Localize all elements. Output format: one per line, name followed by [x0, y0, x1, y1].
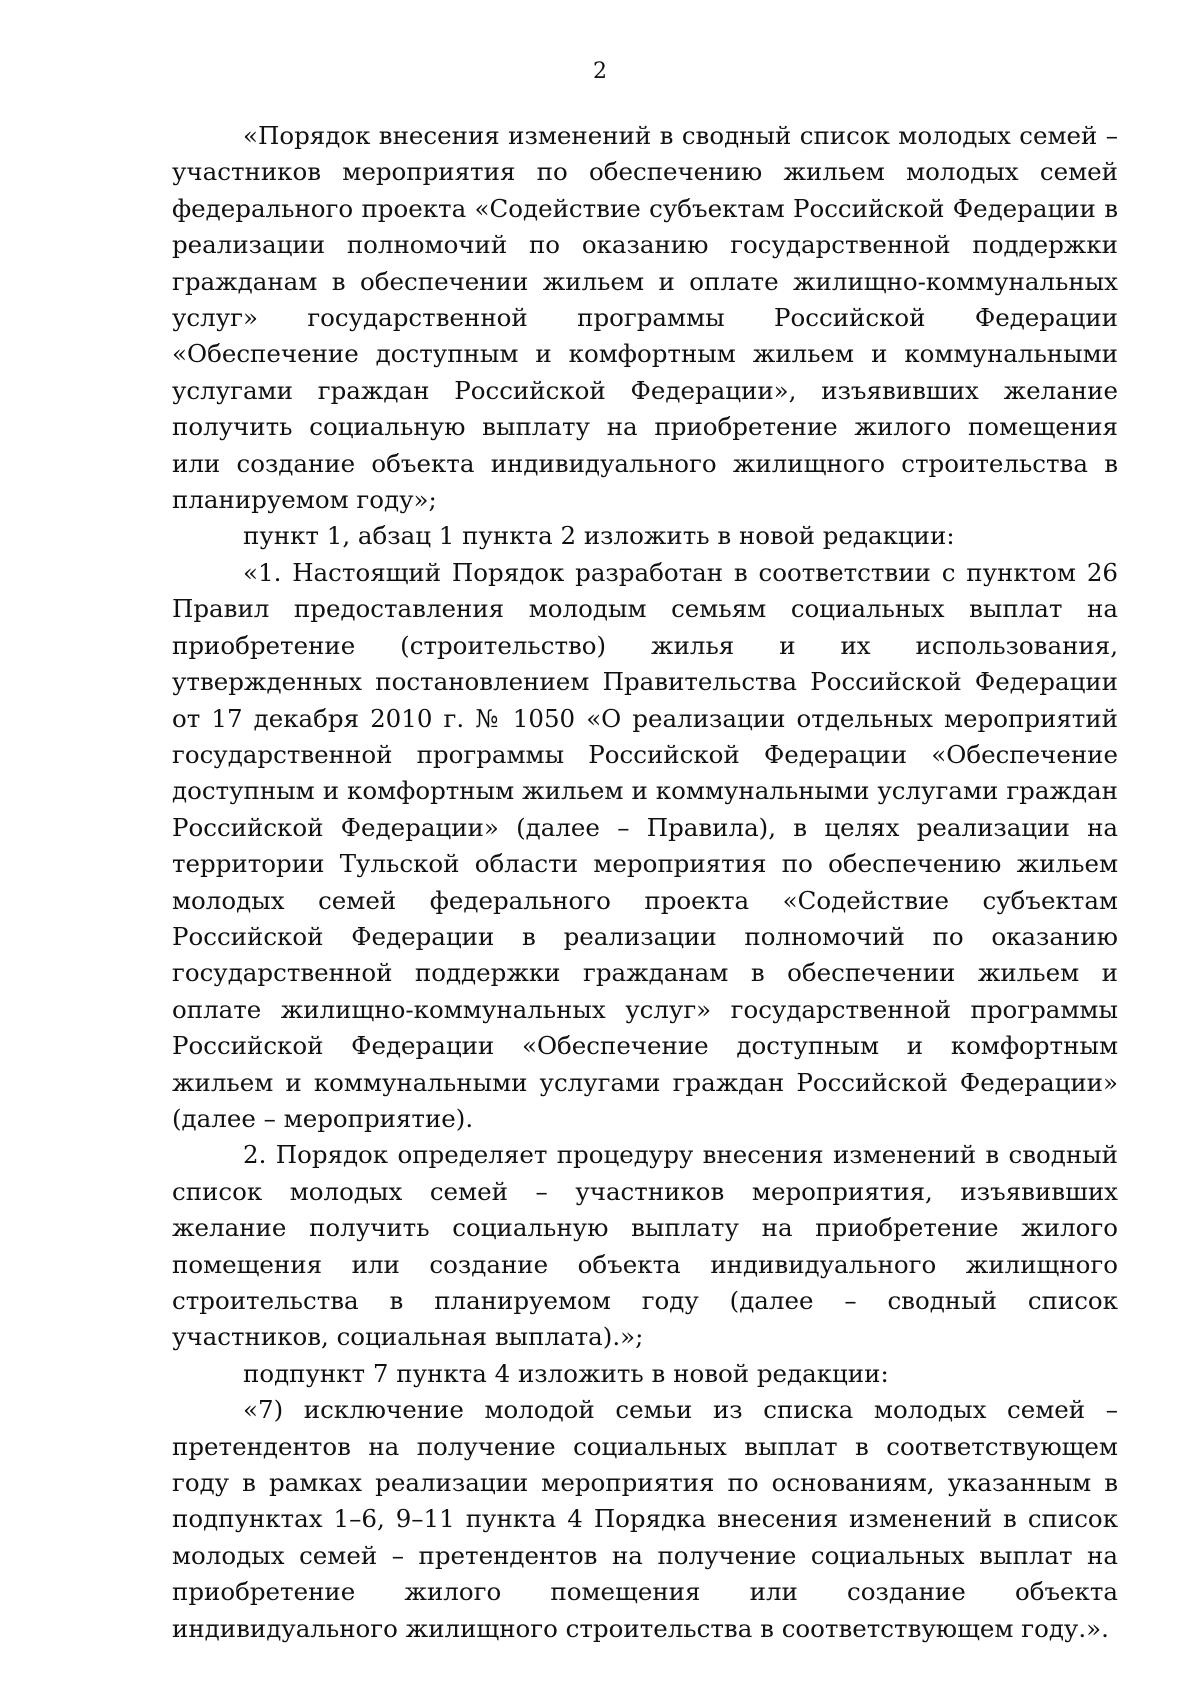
paragraph-amend-point-1: пункт 1, абзац 1 пункта 2 изложить в новой редакции:	[243, 521, 955, 551]
paragraph-amend-subpoint-7: подпункт 7 пункта 4 изложить в новой редакции:	[243, 1358, 889, 1388]
paragraph-procedure-title: «Порядок внесения изменений в сводный список молодых семей – участников мероприятия по обеспечению жильем молодых семей федерального проекта «Содействие субъектам Российской Федерации в реализации полномочий по оказанию государственной поддержки гражданам в обеспечении жильем и оплате жилищно-коммунальных услуг» государственной программы Российской Федерации «Обеспечение доступным и комфортным жильем и коммунальными услугами граждан Российской Федерации», изъявивших желание получить социальную выплату на приобретение жилого помещения или создание объекта индивидуального жилищного строительства в планируемом году»;	[172, 121, 1118, 515]
paragraph-subpoint-7: «7) исключение молодой семьи из списка молодых семей – претендентов на получение социальных выплат в соответствующем году в рамках реализации мероприятия по основаниям, указанным в подпунктах 1–6, 9–11 пункта 4 Порядка внесения изменений в список молодых семей – претендентов на получение социальных выплат на приобретение жилого помещения или создание объекта индивидуального жилищного строительства в соответствующем году.».	[172, 1395, 1118, 1643]
document-body	[172, 118, 1118, 1647]
page-number: 2	[593, 59, 607, 84]
paragraph-point-1: «1. Настоящий Порядок разработан в соответствии с пунктом 26 Правил предоставления молодым семьям социальных выплат на приобретение (строительство) жилья и их использования, утвержденных постановлением Правительства Российской Федерации от 17 декабря 2010 г. № 1050 «О реализации отдельных мероприятий государственной программы Российской Федерации «Обеспечение доступным и комфортным жильем и коммунальными услугами граждан Российской Федерации» (далее – Правила), в целях реализации на территории Тульской области мероприятия по обеспечению жильем молодых семей федерального проекта «Содействие субъектам Российской Федерации в реализации полномочий по оказанию государственной поддержки гражданам в обеспечении жильем и оплате жилищно-коммунальных услуг» государственной программы Российской Федерации «Обеспечение доступным и комфортным жильем и коммунальными услугами граждан Российской Федерации» (далее – мероприятие).	[172, 557, 1118, 1133]
paragraph-point-2: 2. Порядок определяет процедуру внесения изменений в сводный список молодых семей – участников мероприятия, изъявивших желание получить социальную выплату на приобретение жилого помещения или создание объекта индивидуального жилищного строительства в планируемом году (далее – сводный список участников, социальная выплата).»;	[172, 1140, 1118, 1352]
